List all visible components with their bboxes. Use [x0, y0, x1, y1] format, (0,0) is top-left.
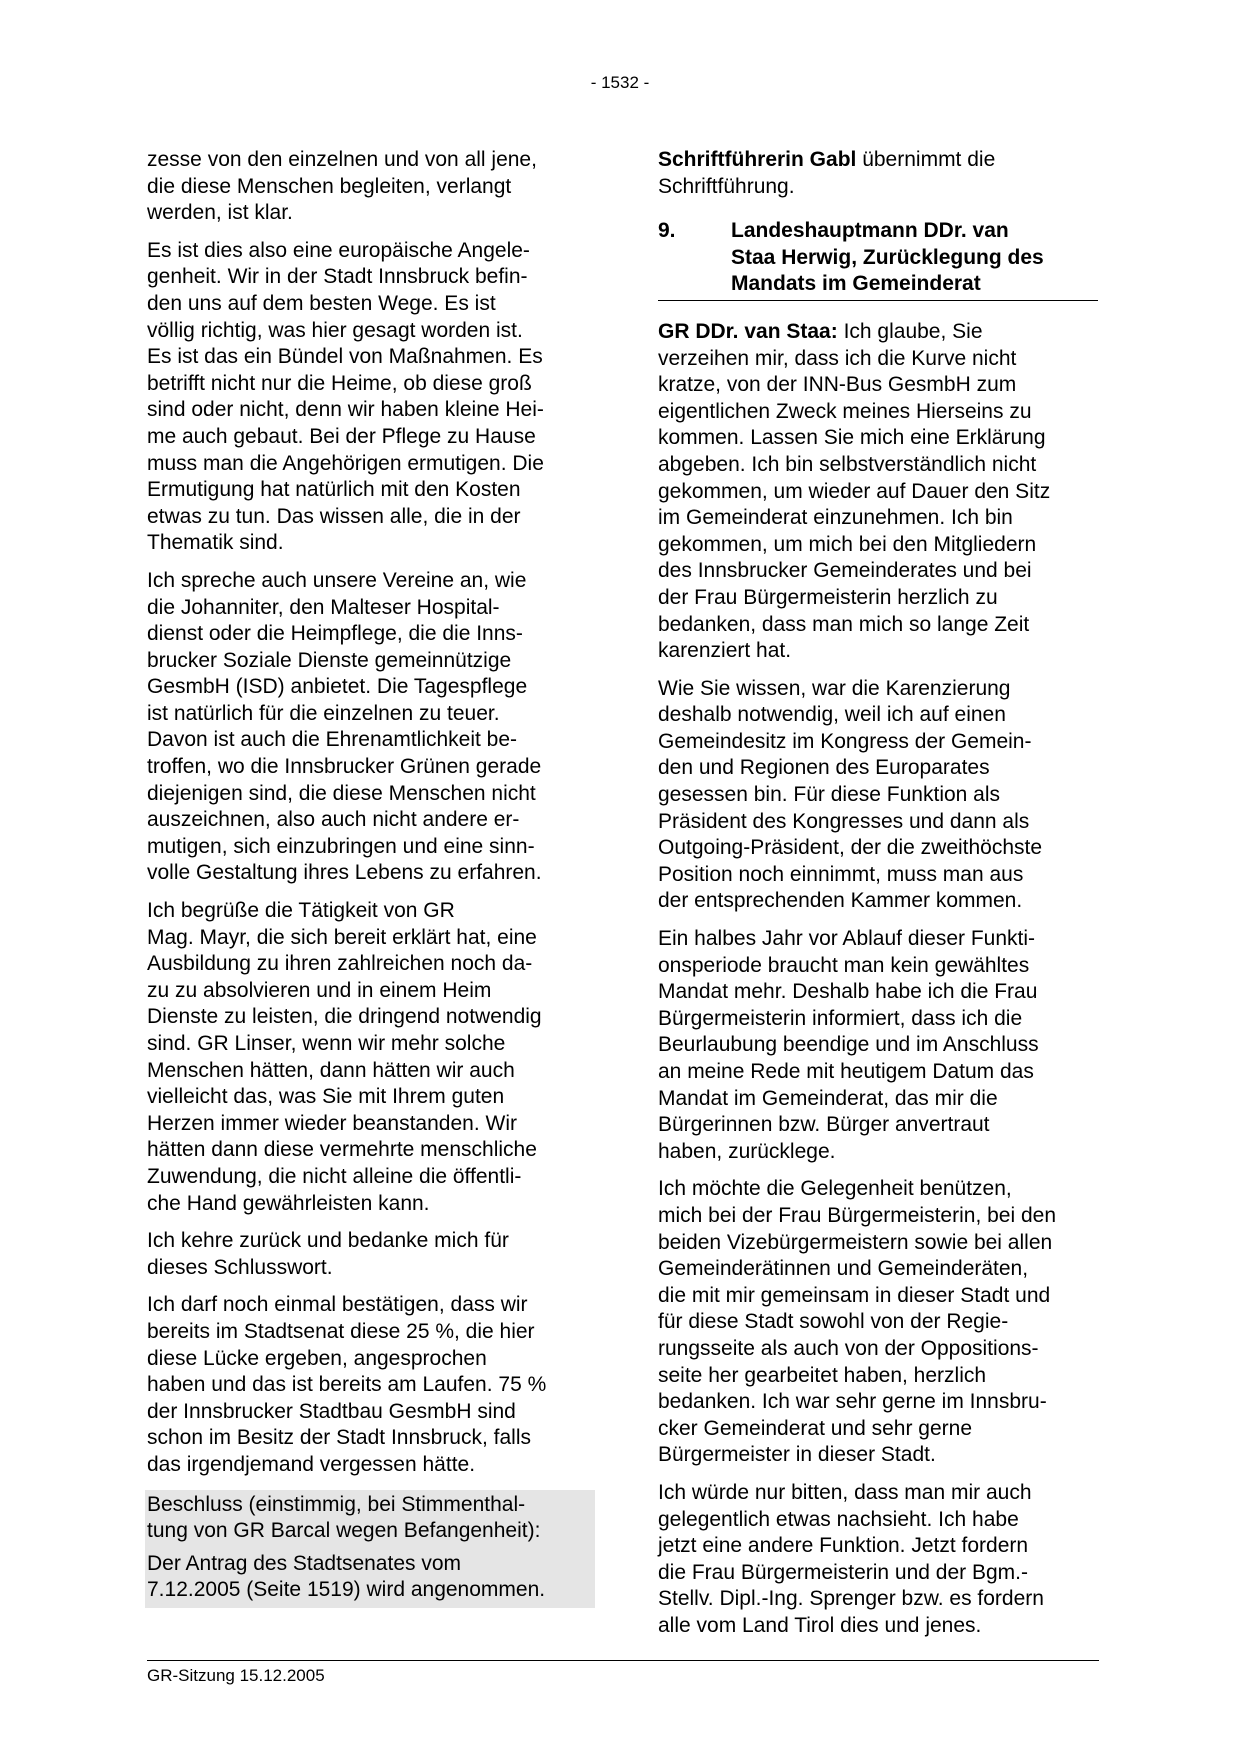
agenda-heading [658, 218, 1098, 301]
decision-text: Der Antrag des Stadtsenates vom 7.12.2005 (Seite 1519) wird angenommen. [147, 1551, 546, 1602]
paragraph: Ich möchte die Gelegenheit benützen, mich bei der Frau Bürgermeisterin, bei den beiden Vizebürgermeistern sowie bei allen Gemeinderätinnen und Gemeinderäten, die mit mir gemeinsam in dieser Stadt und für diese Stadt sowohl von der Regie- rungsseite als auch von der Oppositions- seite her gearbeitet haben, herzlich bedanken. Ich war sehr gerne im Innsbru- cker Gemeinderat und sehr gerne Bürgermeister in dieser Stadt. [658, 1177, 1057, 1467]
footer-rule [147, 1660, 1099, 1661]
speaker-name: Schriftführerin Gabl [658, 148, 857, 171]
paragraph: Ich spreche auch unsere Vereine an, wie die Johanniter, den Malteser Hospital- dienst oder die Heimpflege, die die Inns- brucker Soziale Dienste gemeinnützige GesmbH (ISD) anbietet. Die Tagespflege ist natürlich für die einzelnen zu teuer. Davon ist auch die Ehrenamtlichkeit be- troffen, wo die Innsbrucker Grünen gerade diejenigen sind, die diese Menschen nicht auszeichnen, also auch nicht andere er- mutigen, sich einzubringen und eine sinn- volle Gestaltung ihres Lebens zu erfahren. [147, 568, 542, 885]
paragraph: zesse von den einzelnen und von all jene, die diese Menschen begleiten, verlangt werden, ist klar. [147, 148, 537, 225]
agenda-number: 9. [658, 219, 676, 243]
speaker-name: GR DDr. van Staa: [658, 319, 838, 343]
paragraph: Ich würde nur bitten, dass man mir auch gelegentlich etwas nachsieht. Ich habe jetzt eine andere Funktion. Jetzt fordern die Frau Bürgermeisterin und der Bgm.- Stellv. Dipl.-Ing. Sprenger bzw. es fordern alle vom Land Tirol dies und jenes. [658, 1480, 1044, 1637]
right-column [658, 147, 1098, 1650]
left-column [147, 147, 595, 1608]
paragraph: Ich kehre zurück und bedanke mich für dieses Schlusswort. [147, 1229, 509, 1279]
paragraph: Es ist dies also eine europäische Angele- genheit. Wir in der Stadt Innsbruck befin- den uns auf dem besten Wege. Es ist völlig richtig, was hier gesagt worden ist. Es ist das ein Bündel von Maßnahmen. Es betrifft nicht nur die Heime, ob diese groß sind oder nicht, denn wir haben kleine Hei- me auch gebaut. Bei der Pflege zu Hause muss man die Angehörigen ermutigen. Die Ermutigung hat natürlich mit den Kosten etwas zu tun. Das wissen alle, die in der Thematik sind. [147, 238, 544, 555]
paragraph: Ein halbes Jahr vor Ablauf dieser Funkti- onsperiode braucht man kein gewähltes Mandat mehr. Deshalb habe ich die Frau Bürgermeisterin informiert, dass ich die Beurlaubung beendige und im Anschluss an meine Rede mit heutigem Datum das Mandat im Gemeinderat, das mir die Bürgerinnen bzw. Bürger anvertraut haben, zurücklege. [658, 927, 1039, 1163]
paragraph: Ich darf noch einmal bestätigen, dass wir bereits im Stadtsenat diese 25 %, die hier diese Lücke ergeben, angesprochen haben und das ist bereits am Laufen. 75 % der Innsbrucker Stadtbau GesmbH sind schon im Besitz der Stadt Innsbruck, falls das irgendjemand vergessen hätte. [147, 1293, 547, 1476]
paragraph: Ich begrüße die Tätigkeit von GR Mag. Mayr, die sich bereit erklärt hat, eine Ausbildung zu ihren zahlreichen noch da- zu zu absolvieren und in einem Heim Dienste zu leisten, die dringend notwendig sind. GR Linser, wenn wir mehr solche Menschen hätten, dann hätten wir auch vielleicht das, was Sie mit Ihrem guten Herzen immer wieder beanstanden. Wir hätten dann diese vermehrte menschliche Zuwendung, die nicht alleine die öffentli- che Hand gewährleisten kann. [147, 899, 542, 1215]
decision-box [145, 1490, 595, 1608]
decision-text: Beschluss (einstimmig, bei Stimmenthal- tung von GR Barcal wegen Befangenheit): [147, 1492, 541, 1543]
paragraph: Wie Sie wissen, war die Karenzierung deshalb notwendig, weil ich auf einen Gemeindesitz im Kongress der Gemein- den und Regionen des Europarates gesessen bin. Für diese Funktion als Präsident des Kongresses und dann als Outgoing-Präsident, der die zweithöchste Position noch einnimmt, muss man aus der entsprechenden Kammer kommen. [658, 676, 1043, 913]
paragraph: GR DDr. van Staa: Ich glaube, Sie verzeihen mir, dass ich die Kurve nicht kratze, von der INN-Bus GesmbH zum eigentlichen Zweck meines Hierseins zu kommen. Lassen Sie mich eine Erklärung abgeben. Ich bin selbstverständlich nicht gekommen, um wieder auf Dauer den Sitz im Gemeinderat einzunehmen. Ich bin gekommen, um mich bei den Mitgliedern des Innsbrucker Gemeinderates und bei der Frau Bürgermeisterin herzlich zu bedanken, dass man mich so lange Zeit karenziert hat. [658, 319, 1051, 663]
footer: GR-Sitzung 15.12.2005 [147, 1666, 325, 1685]
agenda-title: Landeshauptmann DDr. van Staa Herwig, Zurücklegung des Mandats im Gemeinderat [731, 219, 1044, 296]
paragraph: Schriftführerin Gabl übernimmt die Schriftführung. [658, 148, 996, 198]
page-number: - 1532 - [590, 73, 650, 92]
